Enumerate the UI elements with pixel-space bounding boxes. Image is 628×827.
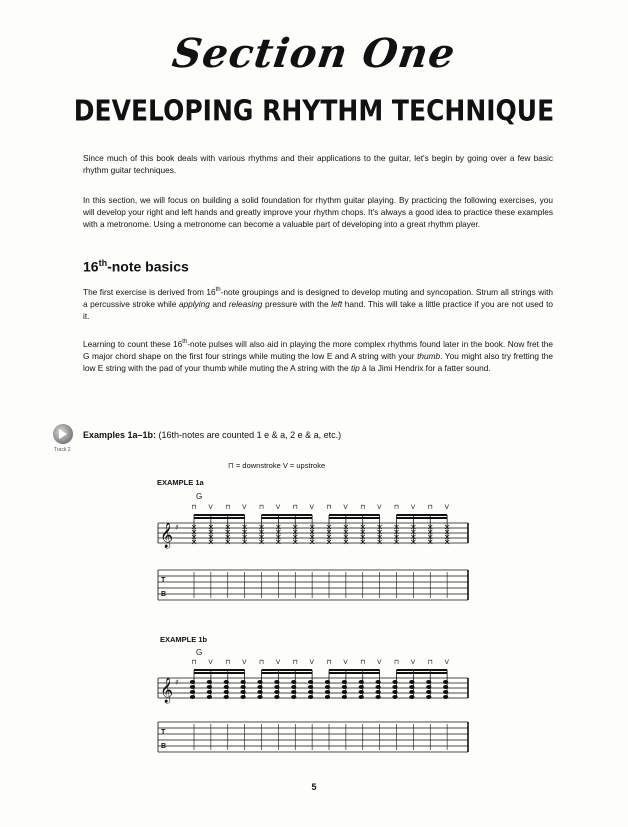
example-1b-notation xyxy=(158,659,468,752)
note-head xyxy=(393,690,397,693)
upstroke-mark: V xyxy=(309,659,314,666)
note-head xyxy=(376,680,380,683)
downstroke-mark: ⊓ xyxy=(292,659,298,666)
note-head xyxy=(207,695,211,698)
upstroke-mark: V xyxy=(343,659,348,666)
section-paragraph: In this section, we will focus on building a solid foundation for rhythm guitar playing. By practicing the following exercises, you will develop your right and left hands and greatly improve your rhythm chops. It's always a good idea to practice these examples with a metronome. Using a metronome can become a valuable part of developing into a great rhythm player. xyxy=(83,195,553,229)
note-head xyxy=(376,695,380,698)
note-head xyxy=(393,695,397,698)
note-head xyxy=(292,680,296,683)
note-head xyxy=(443,685,447,688)
tab-clef: T xyxy=(161,729,166,736)
counting-paragraph: Learning to count these 16th-note pulses will also aid in playing the more complex rhythms found later in the book. Now fret the G major chord shape on the first four strings while muting the low E and A string with your thumb. You might also try fretting the low E string with the pad of your thumb while muting the A string with the tip à la Jimi Hendrix for a fatter sound. xyxy=(83,338,553,373)
upstroke-mark: V xyxy=(208,659,213,666)
note-head xyxy=(443,680,447,683)
note-head xyxy=(292,690,296,693)
tab-clef: B xyxy=(161,591,167,598)
note-head xyxy=(325,690,329,693)
downstroke-mark: ⊓ xyxy=(360,504,366,511)
note-head xyxy=(427,680,431,683)
upstroke-mark: V xyxy=(275,504,281,511)
note-head xyxy=(410,690,414,693)
upstroke-mark: V xyxy=(242,659,247,666)
note-head xyxy=(224,685,228,688)
note-head xyxy=(275,685,279,688)
note-head xyxy=(393,680,397,683)
note-head xyxy=(342,680,346,683)
note-head xyxy=(342,690,346,693)
note-head xyxy=(359,690,363,693)
upstroke-mark: V xyxy=(410,659,416,666)
page-number: 5 xyxy=(311,782,317,792)
note-head xyxy=(241,680,245,683)
example-1a-label: EXAMPLE 1a xyxy=(157,478,204,487)
example-1b-label: EXAMPLE 1b xyxy=(160,635,208,644)
main-title: DEVELOPING RHYTHM TECHNIQUE xyxy=(73,93,555,128)
exercise-paragraph: The first exercise is derived from 16th-note groupings and is designed to develop muting and syncopation. Strum all strings with a percussive stroke while applying and releasing pressure with the left hand. This will take a little practice if you are not used to it. xyxy=(83,286,554,321)
downstroke-mark: ⊓ xyxy=(394,659,400,666)
upstroke-mark: V xyxy=(377,659,382,666)
note-head xyxy=(292,695,296,698)
downstroke-mark: ⊓ xyxy=(326,659,332,666)
upstroke-mark: V xyxy=(343,504,348,511)
note-head xyxy=(190,690,194,693)
note-head xyxy=(275,690,279,693)
upstroke-mark: V xyxy=(410,504,416,511)
downstroke-mark: ⊓ xyxy=(191,659,197,666)
track-label: Track 2 xyxy=(54,447,71,453)
upstroke-mark: V xyxy=(208,504,213,511)
note-head xyxy=(241,685,245,688)
note-head xyxy=(325,680,329,683)
note-head xyxy=(258,695,262,698)
upstroke-mark: V xyxy=(309,504,314,511)
downstroke-mark: ⊓ xyxy=(326,504,332,511)
treble-clef: 𝄞 xyxy=(160,678,174,703)
section-title: Section One xyxy=(169,30,459,77)
note-head xyxy=(258,680,262,683)
note-head xyxy=(393,685,397,688)
downstroke-mark: ⊓ xyxy=(191,504,197,511)
tab-clef: B xyxy=(161,743,167,750)
note-head xyxy=(308,680,312,683)
note-head xyxy=(427,695,431,698)
note-head xyxy=(190,680,194,683)
note-head xyxy=(224,680,228,683)
note-head xyxy=(308,690,312,693)
note-head xyxy=(427,690,431,693)
treble-clef: 𝄞 xyxy=(160,523,174,548)
note-head xyxy=(308,685,312,688)
downstroke-mark: ⊓ xyxy=(360,659,366,666)
upstroke-mark: V xyxy=(377,504,382,511)
downstroke-mark: ⊓ xyxy=(225,659,231,666)
note-head xyxy=(325,695,329,698)
stroke-legend: ⊓ = downstroke V = upstroke xyxy=(228,461,326,470)
note-head xyxy=(241,690,245,693)
note-head xyxy=(427,685,431,688)
note-head xyxy=(207,680,211,683)
note-head xyxy=(224,695,228,698)
downstroke-mark: ⊓ xyxy=(259,504,265,511)
note-head xyxy=(443,695,447,698)
note-head xyxy=(275,680,279,683)
intro-paragraph: Since much of this book deals with various rhythms and their applications to the guitar, let's begin by going over a few basic rhythm guitar techniques. xyxy=(83,153,553,175)
downstroke-mark: ⊓ xyxy=(292,504,298,511)
subheading-16th-note-basics: 16th-note basics xyxy=(83,258,189,275)
note-head xyxy=(410,695,414,698)
note-head xyxy=(207,690,211,693)
downstroke-mark: ⊓ xyxy=(225,504,231,511)
note-head xyxy=(359,695,363,698)
key-signature: ♯ xyxy=(175,678,179,687)
note-head xyxy=(342,695,346,698)
note-head xyxy=(258,690,262,693)
example-1a-chord: G xyxy=(196,492,203,501)
note-head xyxy=(443,690,447,693)
note-head xyxy=(376,685,380,688)
note-head xyxy=(410,680,414,683)
note-head xyxy=(190,695,194,698)
note-head xyxy=(224,690,228,693)
note-head xyxy=(342,685,346,688)
note-head xyxy=(410,685,414,688)
downstroke-mark: ⊓ xyxy=(427,659,433,666)
upstroke-mark: V xyxy=(444,659,449,666)
examples-heading: Examples 1a–1b: (16th-notes are counted 1 e & a, 2 e & a, etc.) xyxy=(83,430,342,440)
note-head xyxy=(376,690,380,693)
note-head xyxy=(292,685,296,688)
note-head xyxy=(275,695,279,698)
note-head xyxy=(308,695,312,698)
example-1a-notation xyxy=(158,504,468,600)
note-head xyxy=(359,685,363,688)
note-head xyxy=(190,685,194,688)
upstroke-mark: V xyxy=(275,659,281,666)
upstroke-mark: V xyxy=(444,504,449,511)
note-head xyxy=(207,685,211,688)
note-head xyxy=(359,680,363,683)
tab-clef: T xyxy=(161,577,166,584)
note-head xyxy=(325,685,329,688)
downstroke-mark: ⊓ xyxy=(394,504,400,511)
downstroke-mark: ⊓ xyxy=(259,659,265,666)
note-head xyxy=(258,685,262,688)
note-head xyxy=(241,695,245,698)
example-1b-chord: G xyxy=(196,648,203,657)
upstroke-mark: V xyxy=(242,504,247,511)
key-signature: ♯ xyxy=(175,523,179,532)
downstroke-mark: ⊓ xyxy=(427,504,433,511)
